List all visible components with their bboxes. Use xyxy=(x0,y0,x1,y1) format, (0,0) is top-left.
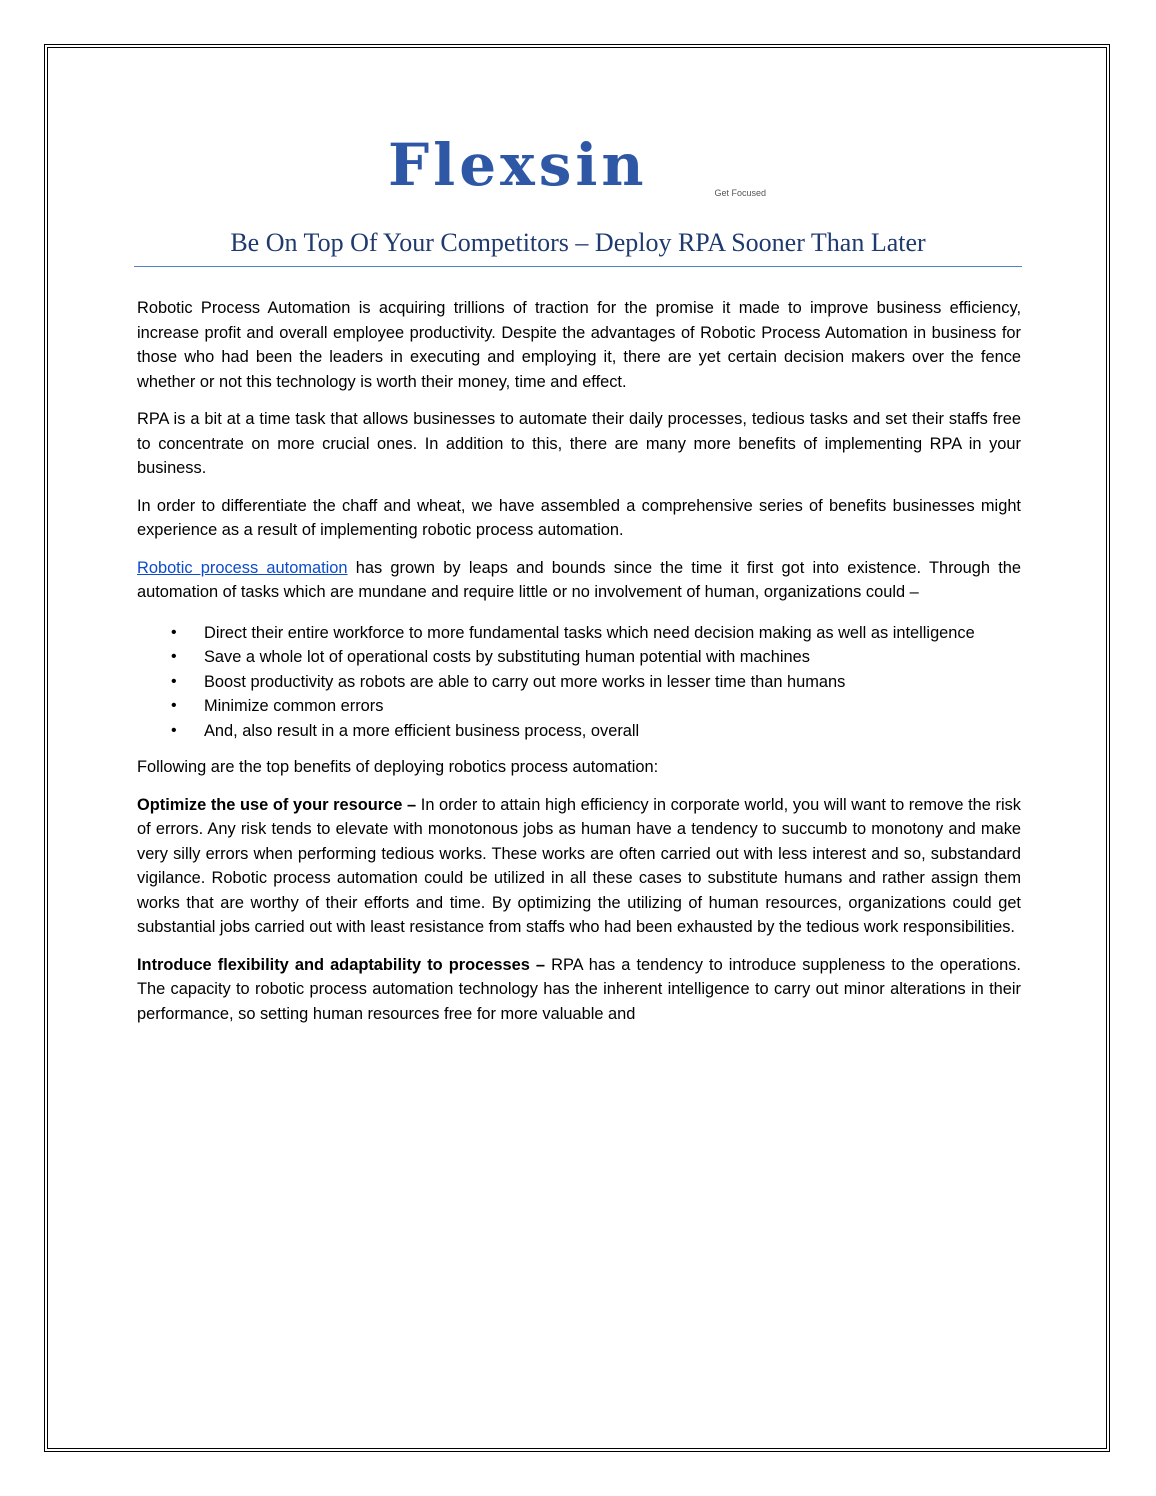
list-item: • Save a whole lot of operational costs by substituting human potential with machines xyxy=(137,645,1021,670)
paragraph-flexibility xyxy=(137,953,1021,1027)
list-item: • Boost productivity as robots are able to carry out more works in lesser time than humans xyxy=(137,670,1021,695)
logo-tagline: Get Focused xyxy=(714,188,766,198)
paragraph-optimize xyxy=(137,793,1021,940)
optimize-text: In order to attain high efficiency in corporate world, you will want to remove the risk of errors. Any risk tends to elevate with monotonous jobs as human have a tendency to succumb to monotony and make very silly errors when performing tedious works. These works are often carried out with less interest and so, substandard vigilance. Robotic process automation could be utilized in all these cases to substitute humans and rather assign them works that are worthy of their efforts and time. By optimizing the utilizing of human resources, organizations could get substantial jobs carried out with least resistance from staffs who had been exhausted by the tedious work responsibilities. xyxy=(137,795,1021,936)
paragraph-growth-text: has grown by leaps and bounds since the time it first got into existence. Through the automation of tasks which are mundane and require little or no involvement of human, organizations could – xyxy=(137,558,1021,601)
list-item: • Direct their entire workforce to more fundamental tasks which need decision making as well as intelligence xyxy=(137,621,1021,646)
document-title: Be On Top Of Your Competitors – Deploy RPA Sooner Than Later xyxy=(230,228,926,257)
flexibility-heading: Introduce flexibility and adaptability to processes – xyxy=(137,955,546,974)
list-item: • And, also result in a more efficient business process, overall xyxy=(137,719,1021,744)
rpa-link[interactable]: Robotic process automation xyxy=(137,558,348,577)
list-item: • Minimize common errors xyxy=(137,694,1021,719)
optimize-heading: Optimize the use of your resource – xyxy=(137,795,417,814)
paragraph-top-benefits: Following are the top benefits of deploying robotics process automation: xyxy=(137,758,659,776)
flexsin-logo xyxy=(388,131,772,204)
paragraph-rpa-task: RPA is a bit at a time task that allows businesses to automate their daily processes, tedious tasks and set their staffs free to concentrate on more crucial ones. In addition to this, there are many more benefits of implementing RPA in your business. xyxy=(137,410,1021,477)
benefit-list xyxy=(137,621,1021,744)
paragraph-growth xyxy=(137,556,1021,605)
document-body xyxy=(137,296,1021,1039)
logo-name: Flexsin xyxy=(388,131,648,199)
paragraph-intro: Robotic Process Automation is acquiring trillions of traction for the promise it made to improve business efficiency, increase profit and overall employee productivity. Despite the advantages of Robotic Process Automation in business for those who had been the leaders in executing and employing it, there are yet certain decision makers over the fence whether or not this technology is worth their money, time and effect. xyxy=(137,299,1021,391)
paragraph-benefits-intro: In order to differentiate the chaff and wheat, we have assembled a comprehensive series of benefits businesses might experience as a result of implementing robotic process automation. xyxy=(137,496,1021,539)
title-underline xyxy=(134,266,1022,267)
flexibility-text: RPA has a tendency to introduce suppleness to the operations. The capacity to robotic process automation technology has the inherent intelligence to carry out minor alterations in their performance, so setting human resources free for more valuable and xyxy=(137,955,1021,1023)
